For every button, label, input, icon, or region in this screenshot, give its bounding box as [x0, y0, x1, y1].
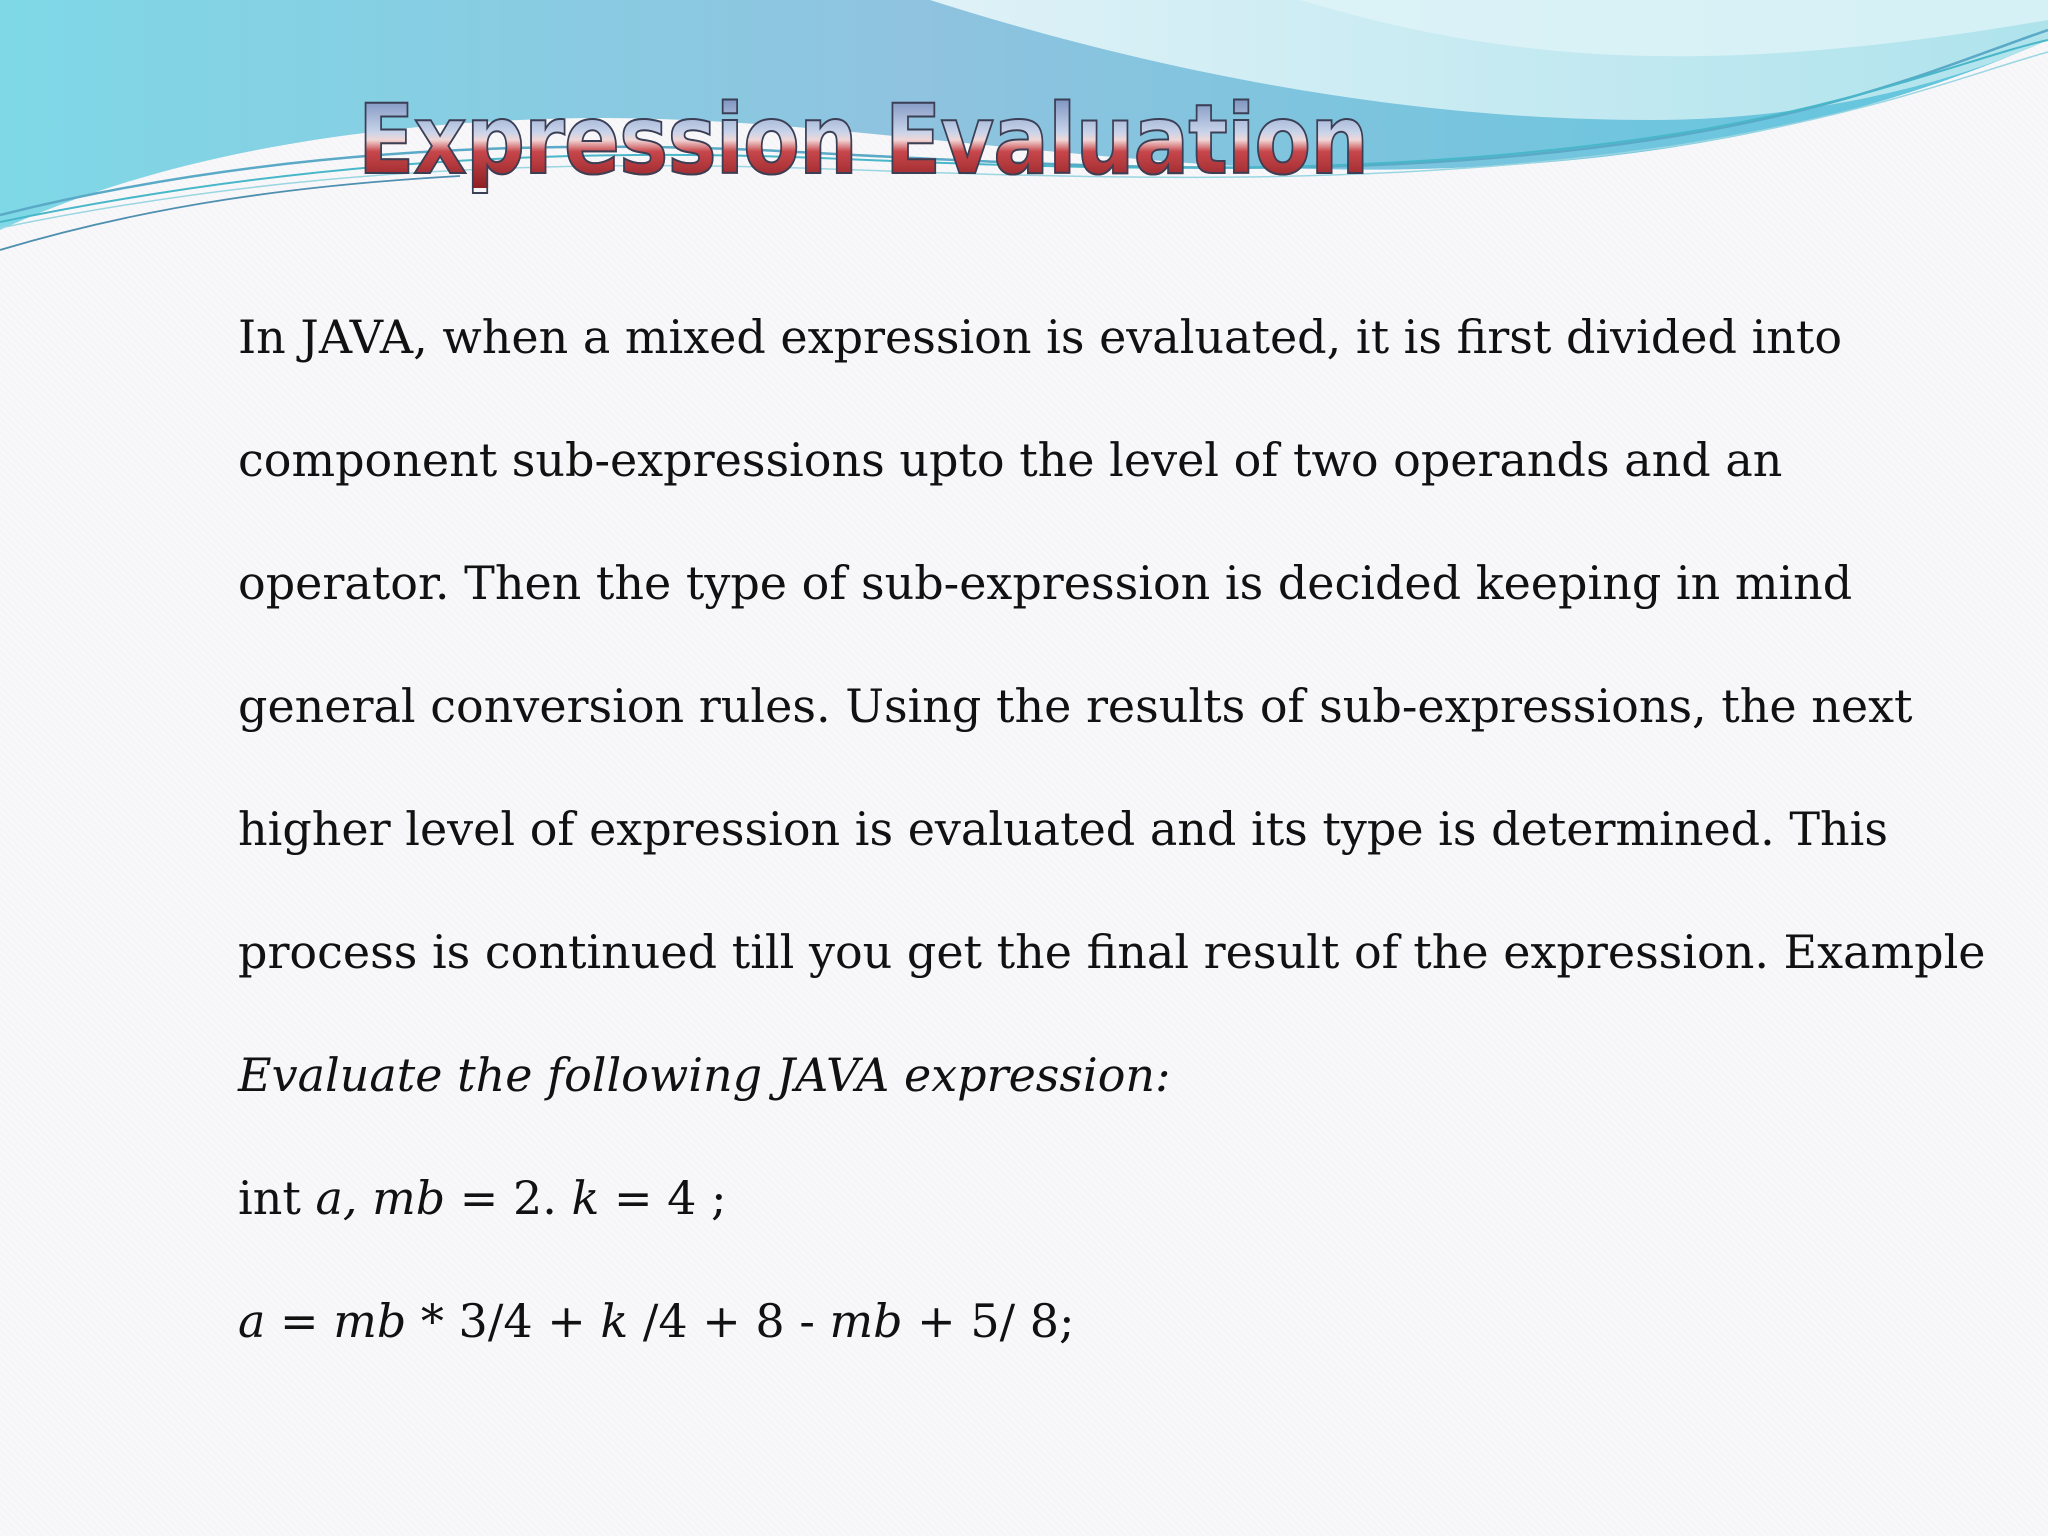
expression-term-mb: mb	[829, 1294, 903, 1348]
slide-body	[238, 296, 1986, 1403]
paragraph-line: component sub-expressions upto the level of two operands and an	[238, 433, 1783, 487]
declaration-line	[238, 1157, 1858, 1280]
declaration-keyword: int	[238, 1171, 316, 1225]
paragraph-line: operator. Then the type of sub-expression is decided keeping in mind	[238, 556, 1853, 610]
declaration-assign: = 2.	[445, 1171, 572, 1225]
paragraph-line: process is continued till you get the final result of the expression. Example	[238, 925, 1986, 979]
declaration-var-k: k	[571, 1171, 600, 1225]
paragraph-line: In JAVA, when a mixed expression is evaluated, it is first divided into	[238, 310, 1843, 364]
slide-title: Expression Evaluation	[358, 84, 1369, 196]
expression-term-mb: mb	[333, 1294, 407, 1348]
paragraph-line: higher level of expression is evaluated and its type is determined. This	[238, 802, 1888, 856]
declaration-vars: a, mb	[315, 1171, 446, 1225]
declaration-assign-k: = 4 ;	[599, 1171, 727, 1225]
expression-line	[238, 1280, 1858, 1403]
example-prompt: Evaluate the following JAVA expression:	[238, 1048, 1171, 1102]
expression-op: + 5/ 8;	[902, 1294, 1075, 1348]
expression-eq: =	[265, 1294, 334, 1348]
expression-op: * 3/4 +	[406, 1294, 601, 1348]
expression-op: /4 + 8 -	[628, 1294, 830, 1348]
paragraph-line: general conversion rules. Using the results of sub-expressions, the next	[238, 679, 1913, 733]
expression-lhs: a	[238, 1294, 266, 1348]
expression-term-k: k	[600, 1294, 629, 1348]
